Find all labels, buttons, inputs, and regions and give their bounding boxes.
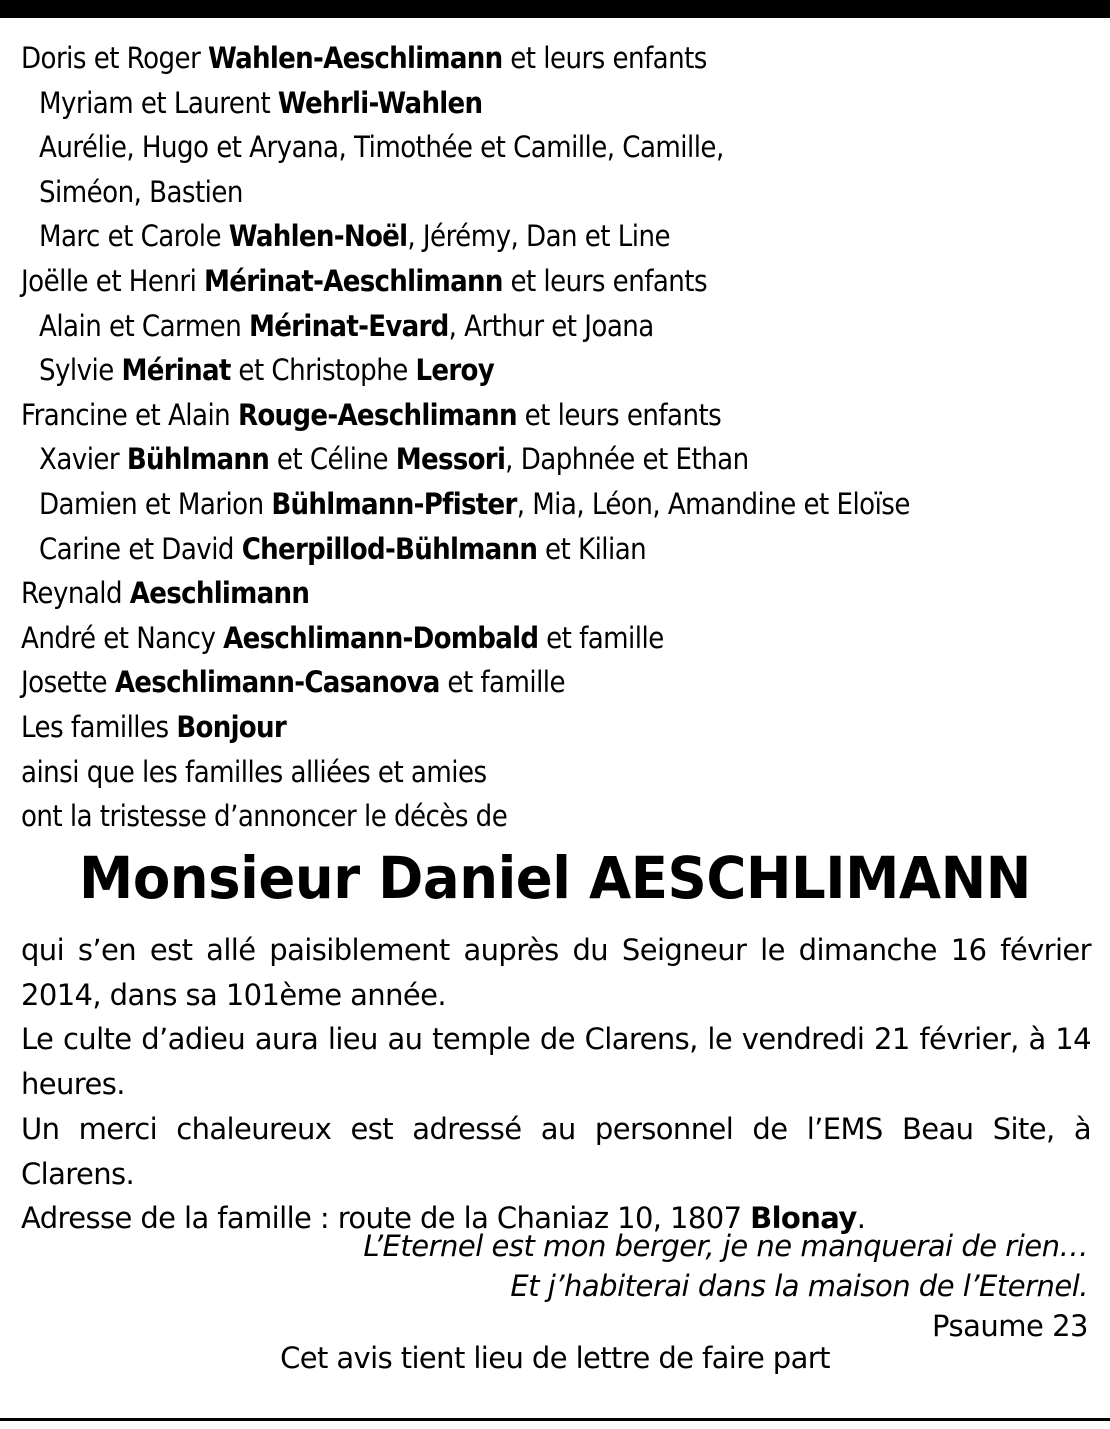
line-text: , Jérémy, Dan et Line — [407, 219, 670, 254]
family-line — [21, 81, 989, 126]
verse-line-1: L’Eternel est mon berger, je ne manquerai de rien… — [363, 1229, 1088, 1263]
surname-text: Aeschlimann-Dombald — [223, 620, 539, 655]
family-line — [21, 393, 989, 438]
family-line — [21, 705, 989, 750]
family-line — [21, 348, 989, 393]
announcement-paragraph — [21, 1107, 1091, 1196]
family-line — [21, 437, 989, 482]
surname-text: Aeschlimann-Casanova — [114, 665, 440, 700]
surname-text: Bühlmann-Pfister — [271, 486, 517, 521]
line-text: et leurs enfants — [516, 397, 722, 432]
announcement-paragraph — [21, 1017, 1091, 1106]
family-line — [21, 304, 989, 349]
family-line — [21, 527, 989, 572]
surname-text: Bühlmann — [126, 442, 270, 477]
family-line — [21, 170, 989, 215]
line-text: Doris et Roger — [21, 41, 209, 75]
family-line — [21, 616, 989, 661]
line-text: Xavier — [39, 442, 127, 477]
line-text: et Christophe — [230, 353, 416, 388]
line-text: Adresse de la famille : route de la Chaniaz 10, 1807 — [21, 1201, 751, 1236]
line-text: Les familles — [21, 709, 177, 744]
line-text: , Mia, Léon, Amandine et Eloïse — [516, 486, 910, 521]
line-text: Myriam et Laurent — [39, 85, 278, 120]
family-line — [21, 36, 989, 81]
surname-text: Cherpillod-Bühlmann — [241, 531, 538, 566]
psalm-verse — [363, 1226, 1088, 1346]
line-text: , Daphnée et Ethan — [505, 442, 749, 477]
family-line — [21, 259, 989, 304]
line-text: qui s’en est allé paisiblement auprès du Seigneur le dimanche 16 février 2014, dans sa 101ème année. — [21, 933, 1091, 1012]
announcement-body — [21, 928, 1091, 1241]
line-text: Josette — [21, 665, 115, 700]
family-line — [21, 750, 989, 795]
line-text: ont la tristesse d’annoncer le décès de — [21, 799, 508, 834]
top-rule — [0, 0, 1110, 18]
line-text: ainsi que les familles alliées et amies — [21, 754, 487, 789]
surname-text: Wehrli-Wahlen — [277, 85, 483, 120]
line-text: Aurélie, Hugo et Aryana, Timothée et Camille, Camille, — [39, 130, 724, 165]
surname-text: Wahlen-Noël — [228, 219, 408, 254]
line-text: et famille — [538, 620, 664, 655]
line-text: et leurs enfants — [502, 263, 708, 298]
surname-text: Mérinat — [121, 353, 231, 388]
deceased-name: Monsieur Daniel AESCHLIMANN — [79, 844, 1031, 912]
line-text: Sylvie — [39, 353, 122, 388]
announcement-paragraph — [21, 928, 1091, 1017]
family-line — [21, 125, 989, 170]
family-list — [21, 36, 1096, 839]
verse-line-2: Et j’habiterai dans la maison de l’Eternel. — [510, 1269, 1088, 1303]
family-line — [21, 660, 989, 705]
line-text: et Kilian — [537, 531, 647, 566]
family-line — [21, 482, 989, 527]
surname-text: Mérinat-Evard — [248, 308, 449, 343]
verse-reference: Psaume 23 — [932, 1309, 1088, 1343]
line-text: Reynald — [21, 576, 130, 611]
surname-text: Leroy — [415, 353, 495, 388]
line-text: Marc et Carole — [39, 219, 229, 254]
surname-text: Bonjour — [176, 709, 287, 744]
line-text: et leurs enfants — [502, 41, 707, 75]
surname-text: Blonay — [750, 1201, 857, 1236]
line-text: et Céline — [269, 442, 396, 477]
line-text: Un merci chaleureux est adressé au personnel de l’EMS Beau Site, à Clarens. — [21, 1111, 1091, 1191]
family-line — [21, 571, 989, 616]
surname-text: Wahlen-Aeschlimann — [208, 41, 503, 75]
surname-text: Messori — [395, 442, 506, 477]
line-text: , Arthur et Joana — [448, 308, 654, 343]
line-text: Francine et Alain — [21, 397, 238, 432]
line-text: Alain et Carmen — [39, 308, 249, 343]
line-text: . — [856, 1201, 866, 1236]
line-text: Joëlle et Henri — [21, 263, 205, 298]
line-text: Carine et David — [39, 531, 242, 566]
line-text: et famille — [439, 665, 566, 700]
line-text: Damien et Marion — [39, 486, 272, 521]
family-line — [21, 794, 989, 839]
family-line — [21, 214, 989, 259]
line-text: Le culte d’adieu aura lieu au temple de Clarens, le vendredi 21 février, à 14 heures. — [21, 1022, 1091, 1102]
closing-note: Cet avis tient lieu de lettre de faire part — [280, 1341, 830, 1375]
surname-text: Aeschlimann — [129, 576, 310, 611]
line-text: André et Nancy — [21, 620, 224, 655]
surname-text: Rouge-Aeschlimann — [237, 397, 517, 432]
surname-text: Mérinat-Aeschlimann — [204, 263, 503, 298]
bottom-rule — [0, 1418, 1110, 1421]
line-text: Siméon, Bastien — [39, 174, 243, 209]
